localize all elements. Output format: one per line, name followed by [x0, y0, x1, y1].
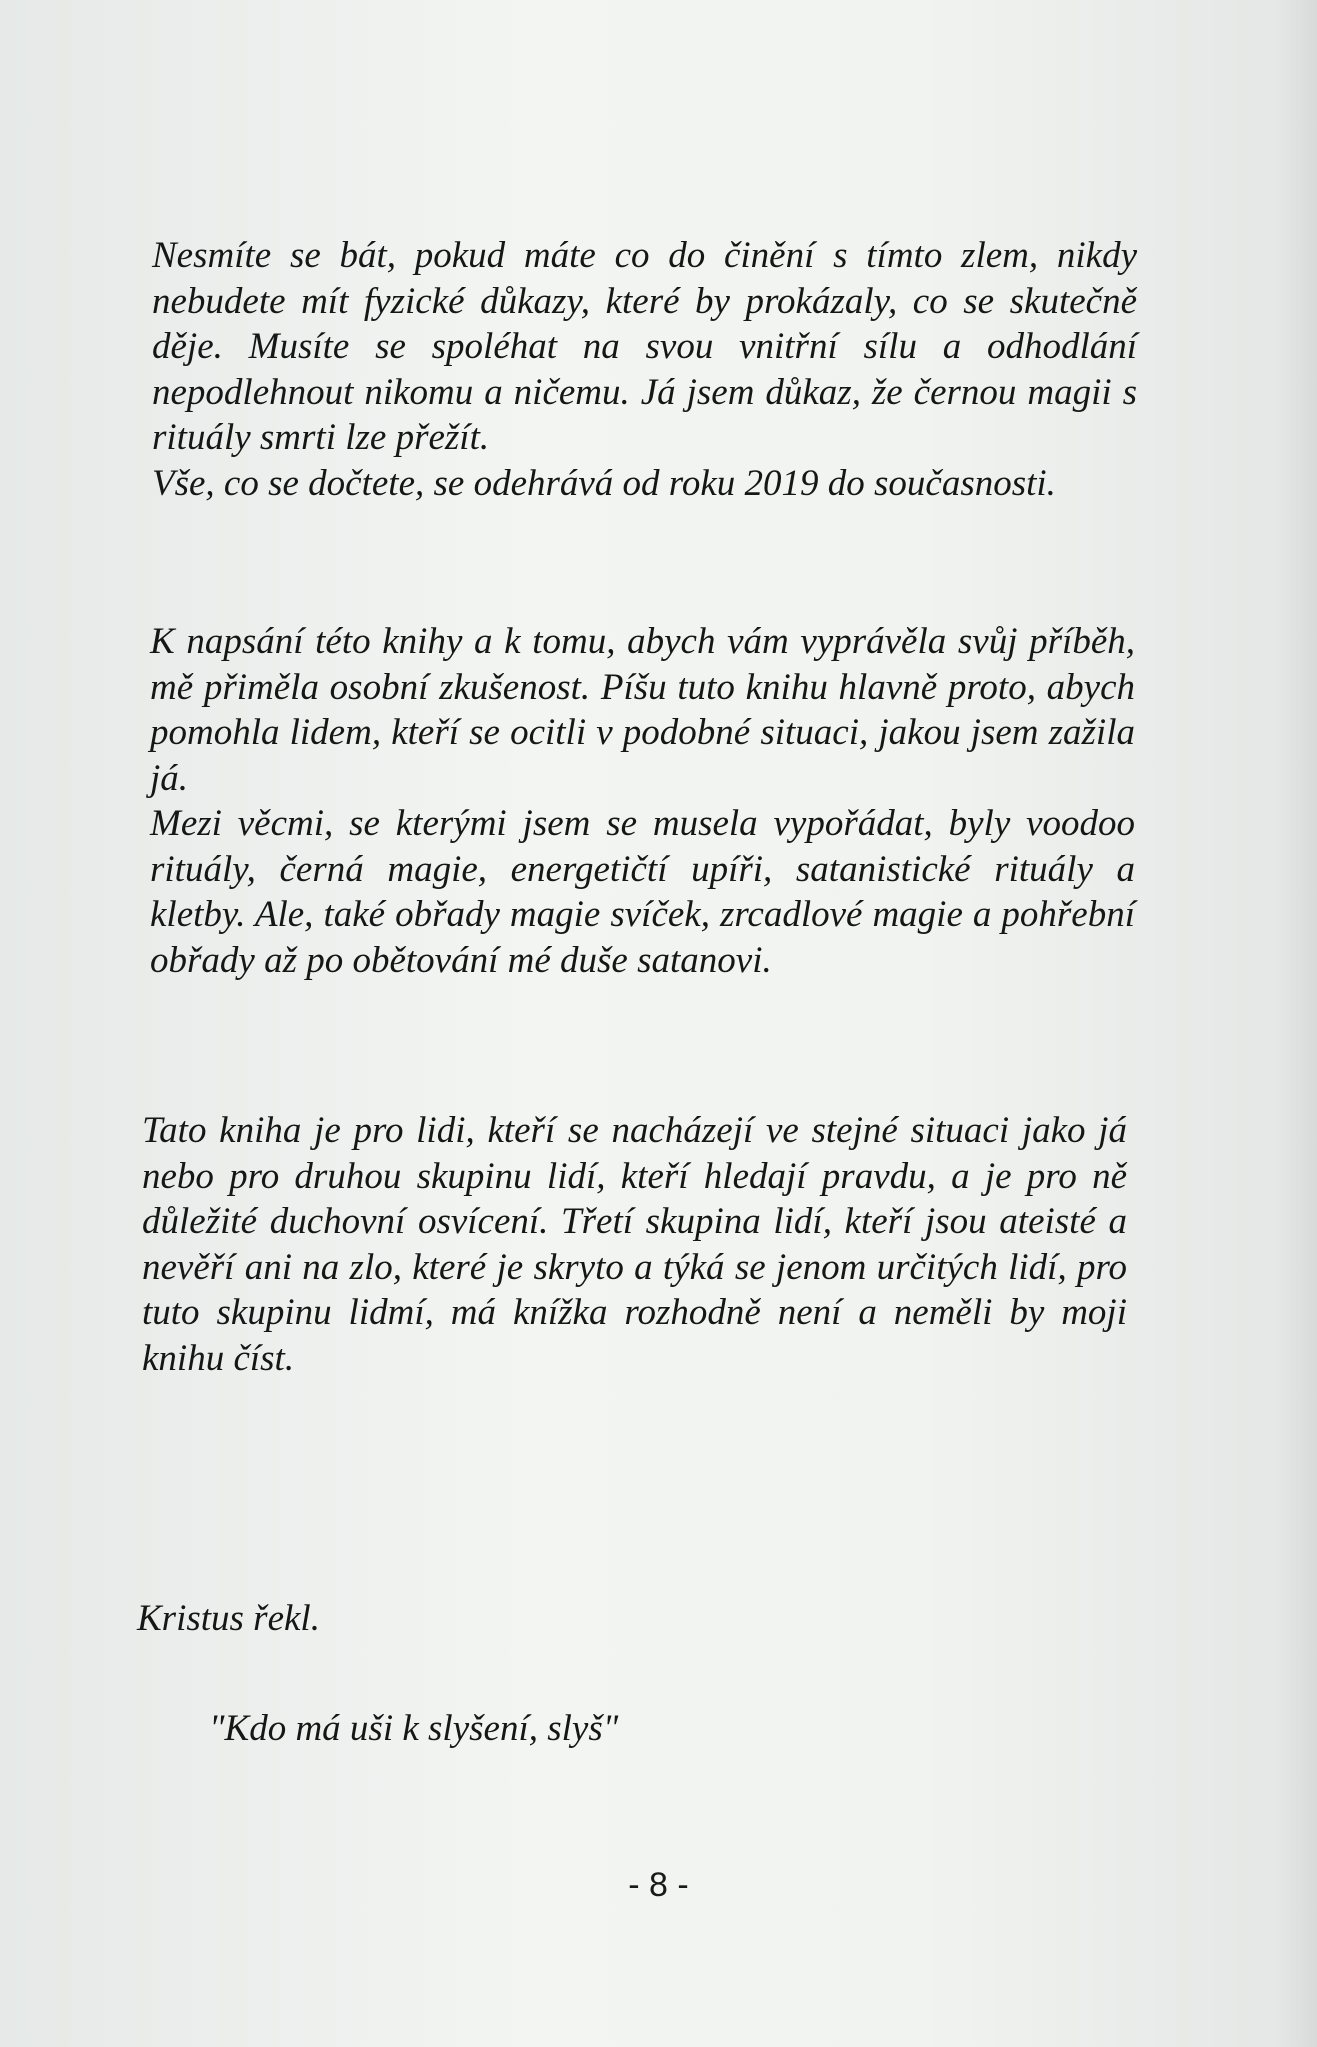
text-block-intro — [152, 233, 1137, 506]
paragraph: Vše, co se dočtete, se odehrává od roku 2019 do současnosti. — [152, 462, 1056, 504]
page-number: - 8 - — [628, 1866, 689, 1904]
text-block-motivation — [150, 619, 1135, 983]
paragraph: Mezi věcmi, se kterými jsem se musela vypořádat, byly voodoo rituály, černá magie, energetičtí upíři, satanistické rituály a kletby. Ale, také obřady magie svíček, zrcadlové magie a pohřební obřady až po obětování mé duše satanovi. — [150, 803, 1135, 981]
text-block-audience — [142, 1108, 1127, 1381]
paragraph: Tato kniha je pro lidi, kteří se nacházejí ve stejné situaci jako já nebo pro druhou skupinu lidí, kteří hledají pravdu, a je pro ně důležité duchovní osvícení. Třetí skupina lidí, kteří jsou ateisté a nevěří ani na zlo, které je skryto a týká se jenom určitých lidí, pro tuto skupinu lidmí, má knížka rozhodně není a neměli by moji knihu číst. — [142, 1110, 1127, 1379]
paragraph: Nesmíte se bát, pokud máte co do činění s tímto zlem, nikdy nebudete mít fyzické důkazy, které by prokázaly, co se skutečně děje. Musíte se spoléhat na svou vnitřní sílu a odhodlání nepodlehnout nikomu a ničemu. Já jsem důkaz, že černou magii s rituály smrti lze přežít. — [152, 235, 1137, 458]
quote-text: "Kdo má uši k slyšení, slyš" — [209, 1708, 619, 1749]
quote-intro: Kristus řekl. — [137, 1598, 320, 1639]
paragraph: K napsání této knihy a k tomu, abych vám vyprávěla svůj příběh, mě přiměla osobní zkušenost. Píšu tuto knihu hlavně proto, abych pomohla lidem, kteří se ocitli v podobné situaci, jakou jsem zažila já. — [150, 621, 1135, 799]
